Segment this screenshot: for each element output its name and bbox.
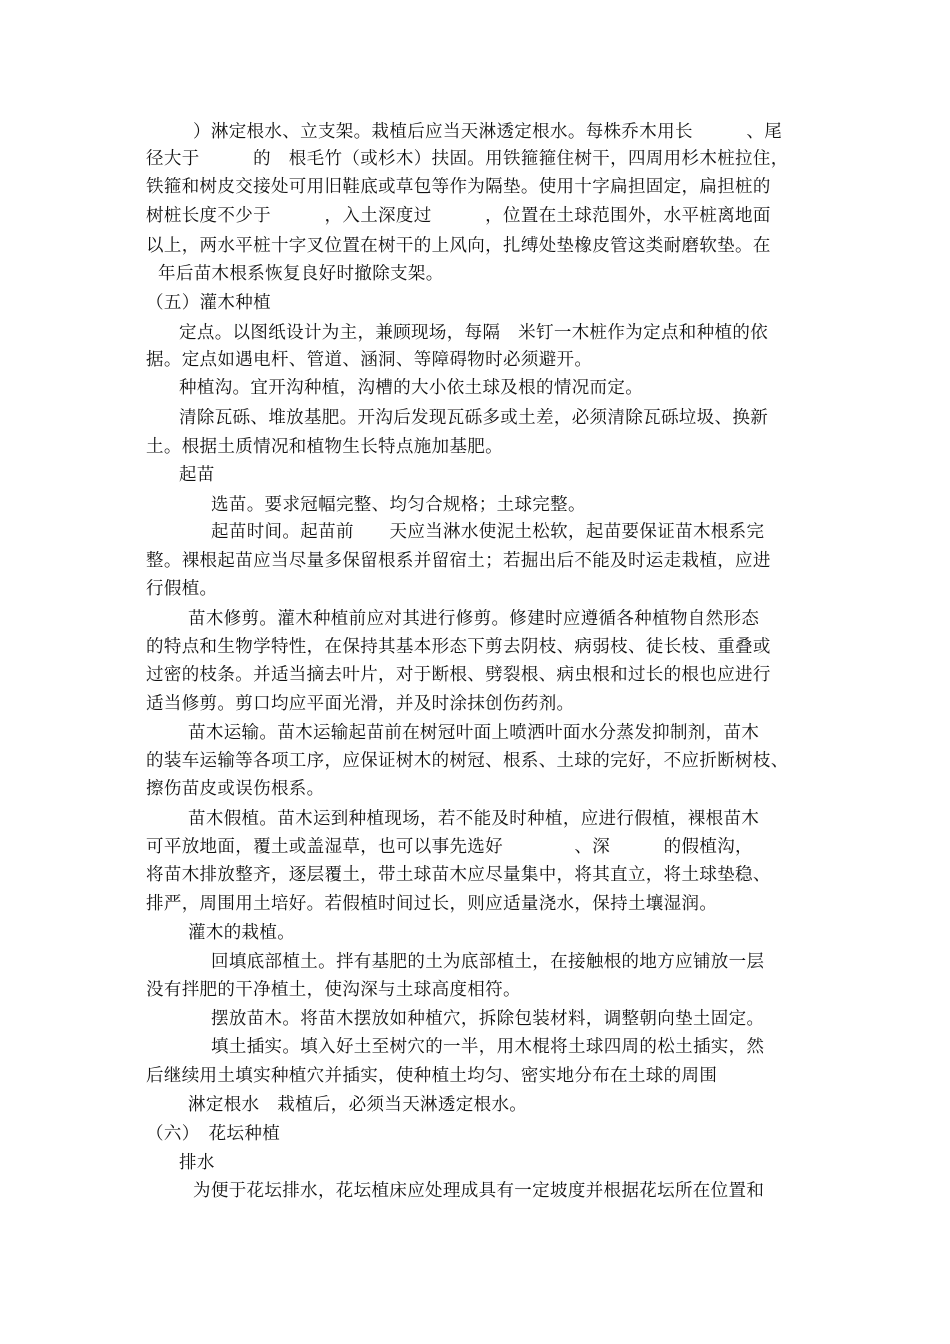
text-line: 苗木假植。苗木运到种植现场，若不能及时种植，应进行假植，裸根苗木 [188,809,760,829]
text-line: 擦伤苗皮或误伤根系。 [146,779,325,799]
text-line: 回填底部植土。拌有基肥的土为底部植土，在接触根的地方应铺放一层 [211,952,765,972]
text-line: 后继续用土填实种植穴并插实，使种植土均匀、密实地分布在土球的周围 [146,1066,718,1086]
text-line: 适当修剪。剪口均应平面光滑，并及时涂抹创伤药剂。 [146,694,575,714]
text-line: 没有拌肥的干净植土，使沟深与土球高度相符。 [146,980,521,1000]
subheading: 排水 [179,1153,215,1173]
text-line: 为便于花坛排水，花坛植床应处理成具有一定坡度并根据花坛所在位置和 [193,1181,765,1201]
text-line: 淋定根水 栽植后，必须当天淋透定根水。 [188,1095,528,1115]
text-line: 据。定点如遇电杆、管道、涵洞、等障碍物时必须避开。 [146,350,593,370]
text-line: 苗木修剪。灌木种植前应对其进行修剪。修建时应遵循各种植物自然形态 [188,609,760,629]
text-line: ）淋定根水、立支架。栽植后应当天淋透定根水。每株乔木用长 、尾 [193,122,783,142]
text-line: 过密的枝条。并适当摘去叶片，对于断根、劈裂根、病虫根和过长的根也应进行 [146,665,771,685]
text-line: 以上，两水平桩十字叉位置在树干的上风向，扎缚处垫橡皮管这类耐磨软垫。在 [146,236,771,256]
text-line: 行假植。 [146,579,218,599]
text-line: 整。裸根起苗应当尽量多保留根系并留宿土；若掘出后不能及时运走栽植，应进 [146,551,771,571]
text-line: 的特点和生物学特性，在保持其基本形态下剪去阴枝、病弱枝、徒长枝、重叠或 [146,637,771,657]
subheading: 起苗 [179,465,215,485]
text-line: 径大于 的 根毛竹（或杉木）扶固。用铁箍箍住树干，四周用杉木桩拉住， [146,149,789,169]
subheading: 灌木的栽植。 [188,923,296,943]
text-line: 将苗木排放整齐，逐层覆土，带土球苗木应尽量集中，将其直立，将土球垫稳、 [146,865,771,885]
text-line: 填土插实。填入好土至树穴的一半，用木棍将土球四周的松土插实，然 [211,1037,765,1057]
text-line: 铁箍和树皮交接处可用旧鞋底或草包等作为隔垫。使用十字扁担固定，扁担桩的 [146,177,771,197]
text-line: 排严，周围用土培好。若假植时间过长，则应适量浇水，保持土壤湿润。 [146,894,718,914]
text-line: 摆放苗木。将苗木摆放如种植穴，拆除包装材料，调整朝向垫土固定。 [211,1009,765,1029]
text-line: 种植沟。宜开沟种植，沟槽的大小依土球及根的情况而定。 [179,378,644,398]
text-line: 苗木运输。苗木运输起苗前在树冠叶面上喷洒叶面水分蒸发抑制剂，苗木 [188,723,760,743]
text-line: 年后苗木根系恢复良好时撤除支架。 [158,264,444,284]
text-line: 清除瓦砾、堆放基肥。开沟后发现瓦砾多或土差，必须清除瓦砾垃圾、换新 [179,408,769,428]
section-heading: （六） 花坛种植 [146,1124,281,1144]
section-heading: （五）灌木种植 [146,293,271,313]
text-line: 选苗。要求冠幅完整、均匀合规格；土球完整。 [211,495,586,515]
text-line: 树桩长度不少于 ，入土深度过 ，位置在土球范围外，水平桩离地面 [146,206,771,226]
text-line: 的装车运输等各项工序，应保证树木的树冠、根系、土球的完好，不应折断树枝、 [146,751,789,771]
text-line: 起苗时间。起苗前 天应当淋水使泥土松软，起苗要保证苗木根系完 [211,522,765,542]
text-line: 土。根据土质情况和植物生长特点施加基肥。 [146,437,503,457]
text-line: 定点。以图纸设计为主，兼顾现场，每隔 米钉一木桩作为定点和种植的依 [179,323,769,343]
text-line: 可平放地面，覆土或盖湿草，也可以事先选好 、深 的假植沟， [146,837,753,857]
